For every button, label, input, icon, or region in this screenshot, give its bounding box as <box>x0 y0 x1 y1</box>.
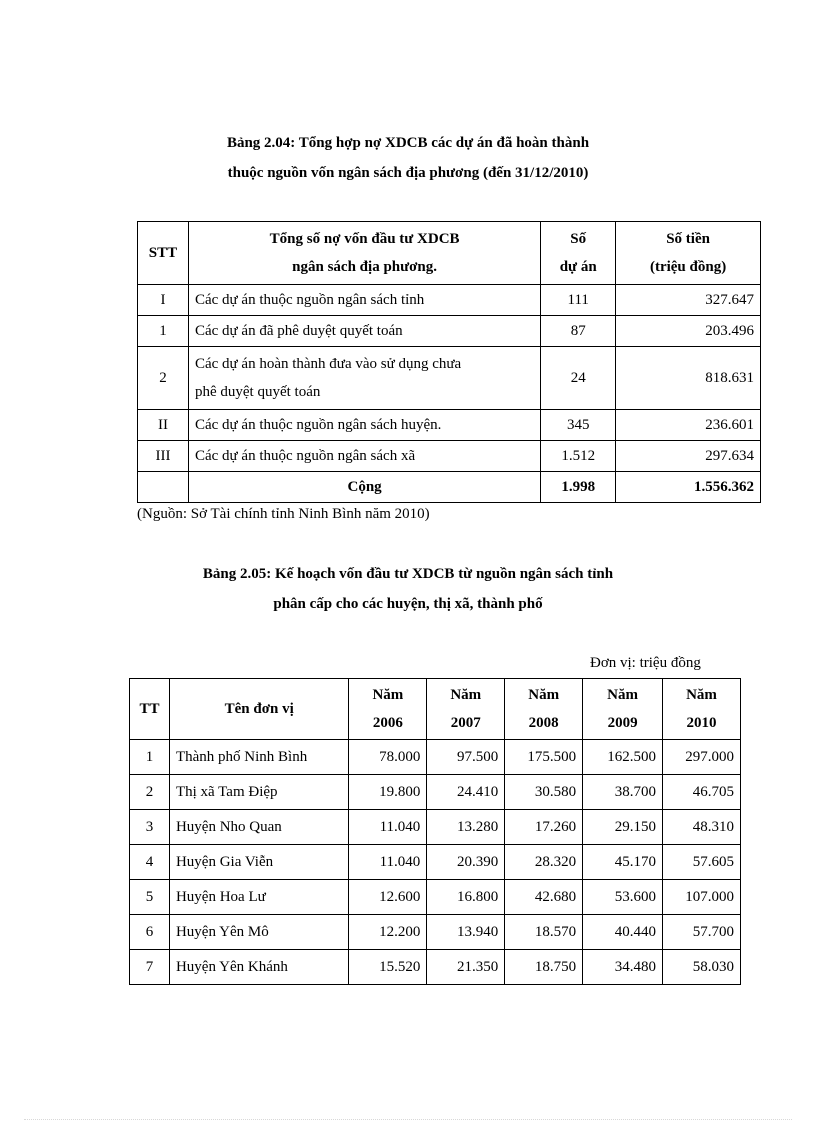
row-amount: 297.634 <box>616 441 761 472</box>
row-amount: 236.601 <box>616 410 761 441</box>
row-value: 297.000 <box>663 740 741 775</box>
header-unit-name: Tên đơn vị <box>169 679 348 740</box>
table-row <box>138 441 761 472</box>
row-value: 16.800 <box>427 880 505 915</box>
header-year-value: 2006 <box>372 715 403 731</box>
header-stt: STT <box>138 222 189 285</box>
table2-caption-line2: phân cấp cho các huyện, thị xã, thành phố <box>273 596 543 612</box>
row-unit-name: Huyện Hoa Lư <box>169 880 348 915</box>
table1-caption-line1: Bảng 2.04: Tổng hợp nợ XDCB các dự án đã hoàn thành <box>226 135 590 151</box>
row-description-line1: Các dự án hoàn thành đưa vào sử dụng chưa <box>194 356 462 372</box>
table-row <box>138 410 761 441</box>
row-stt: 2 <box>138 347 189 410</box>
row-value: 42.680 <box>505 880 583 915</box>
total-row <box>138 472 761 503</box>
row-amount: 818.631 <box>616 347 761 410</box>
row-value: 13.940 <box>427 915 505 950</box>
row-description <box>188 347 540 410</box>
table-row <box>138 316 761 347</box>
row-value: 20.390 <box>427 845 505 880</box>
header-project-count <box>541 222 616 285</box>
row-value: 58.030 <box>663 950 741 985</box>
header-year-label: Năm <box>450 687 482 703</box>
header-year-value: 2008 <box>528 715 559 731</box>
row-tt: 5 <box>130 880 170 915</box>
row-tt: 7 <box>130 950 170 985</box>
table2-caption <box>0 559 816 619</box>
total-label: Cộng <box>188 472 540 503</box>
header-tt: TT <box>130 679 170 740</box>
table-row <box>130 740 741 775</box>
header-year-label: Năm <box>686 687 717 703</box>
row-stt: III <box>138 441 189 472</box>
header-year <box>663 679 741 740</box>
header-year <box>427 679 505 740</box>
header-year-label: Năm <box>372 687 404 703</box>
table-header-row <box>130 679 741 740</box>
row-value: 34.480 <box>583 950 663 985</box>
header-amount-line1: Số tiền <box>666 231 710 247</box>
row-description-line2: phê duyệt quyết toán <box>194 384 321 400</box>
table1-caption-line2: thuộc nguồn vốn ngân sách địa phương (đến 31/12/2010) <box>227 165 589 181</box>
row-value: 18.750 <box>505 950 583 985</box>
row-value: 21.350 <box>427 950 505 985</box>
row-value: 97.500 <box>427 740 505 775</box>
row-value: 11.040 <box>349 845 427 880</box>
table-row <box>138 347 761 410</box>
unit-label: Đơn vị: triệu đồng <box>590 655 701 671</box>
header-amount-line2: (triệu đồng) <box>649 259 727 275</box>
table-row <box>130 775 741 810</box>
row-unit-name: Huyện Yên Mô <box>169 915 348 950</box>
row-value: 107.000 <box>663 880 741 915</box>
row-tt: 2 <box>130 775 170 810</box>
row-unit-name: Huyện Yên Khánh <box>169 950 348 985</box>
total-amount: 1.556.362 <box>616 472 761 503</box>
row-count: 345 <box>541 410 616 441</box>
header-year-label: Năm <box>528 687 560 703</box>
total-count: 1.998 <box>541 472 616 503</box>
row-tt: 1 <box>130 740 170 775</box>
row-value: 13.280 <box>427 810 505 845</box>
row-count: 87 <box>541 316 616 347</box>
page-bottom-divider <box>24 1119 792 1120</box>
table-row <box>130 915 741 950</box>
header-year-label: Năm <box>607 687 638 703</box>
row-value: 12.200 <box>349 915 427 950</box>
total-stt-empty <box>138 472 189 503</box>
row-value: 15.520 <box>349 950 427 985</box>
row-description: Các dự án thuộc nguồn ngân sách huyện. <box>188 410 540 441</box>
row-value: 17.260 <box>505 810 583 845</box>
row-stt: 1 <box>138 316 189 347</box>
table1-source-note: (Nguồn: Sở Tài chính tỉnh Ninh Bình năm 2010) <box>137 506 430 522</box>
row-value: 29.150 <box>583 810 663 845</box>
header-year <box>349 679 427 740</box>
header-description <box>188 222 540 285</box>
row-value: 78.000 <box>349 740 427 775</box>
header-year <box>583 679 663 740</box>
table-row <box>130 880 741 915</box>
row-stt: I <box>138 285 189 316</box>
header-count-line2: dự án <box>559 259 597 275</box>
table1-caption <box>0 128 816 188</box>
header-year-value: 2010 <box>686 715 717 731</box>
budget-plan-table <box>129 678 741 985</box>
row-value: 19.800 <box>349 775 427 810</box>
header-description-line1: Tổng số nợ vốn đầu tư XDCB <box>269 231 460 247</box>
row-value: 53.600 <box>583 880 663 915</box>
row-amount: 203.496 <box>616 316 761 347</box>
row-value: 18.570 <box>505 915 583 950</box>
row-tt: 6 <box>130 915 170 950</box>
row-tt: 3 <box>130 810 170 845</box>
header-year-value: 2007 <box>450 715 481 731</box>
row-value: 57.605 <box>663 845 741 880</box>
row-description: Các dự án thuộc nguồn ngân sách tỉnh <box>188 285 540 316</box>
row-value: 24.410 <box>427 775 505 810</box>
table2-caption-line1: Bảng 2.05: Kế hoạch vốn đầu tư XDCB từ nguồn ngân sách tỉnh <box>202 566 614 582</box>
row-amount: 327.647 <box>616 285 761 316</box>
row-value: 11.040 <box>349 810 427 845</box>
row-value: 40.440 <box>583 915 663 950</box>
table-row <box>130 810 741 845</box>
row-unit-name: Huyện Gia Viễn <box>169 845 348 880</box>
row-description: Các dự án đã phê duyệt quyết toán <box>188 316 540 347</box>
row-unit-name: Thị xã Tam Điệp <box>169 775 348 810</box>
row-unit-name: Huyện Nho Quan <box>169 810 348 845</box>
header-count-line1: Số <box>570 231 587 247</box>
row-count: 111 <box>541 285 616 316</box>
table-row <box>130 845 741 880</box>
row-value: 38.700 <box>583 775 663 810</box>
row-value: 28.320 <box>505 845 583 880</box>
row-count: 24 <box>541 347 616 410</box>
row-value: 175.500 <box>505 740 583 775</box>
row-unit-name: Thành phố Ninh Bình <box>169 740 348 775</box>
header-year <box>505 679 583 740</box>
row-tt: 4 <box>130 845 170 880</box>
row-value: 12.600 <box>349 880 427 915</box>
debt-summary-table <box>137 221 761 503</box>
header-year-value: 2009 <box>607 715 638 731</box>
row-value: 30.580 <box>505 775 583 810</box>
table-row <box>138 285 761 316</box>
row-value: 162.500 <box>583 740 663 775</box>
table-row <box>130 950 741 985</box>
row-stt: II <box>138 410 189 441</box>
header-amount <box>616 222 761 285</box>
header-description-line2: ngân sách địa phương. <box>292 259 438 275</box>
row-value: 45.170 <box>583 845 663 880</box>
row-value: 57.700 <box>663 915 741 950</box>
table-header-row <box>138 222 761 285</box>
row-count: 1.512 <box>541 441 616 472</box>
row-value: 48.310 <box>663 810 741 845</box>
row-value: 46.705 <box>663 775 741 810</box>
row-description: Các dự án thuộc nguồn ngân sách xã <box>188 441 540 472</box>
